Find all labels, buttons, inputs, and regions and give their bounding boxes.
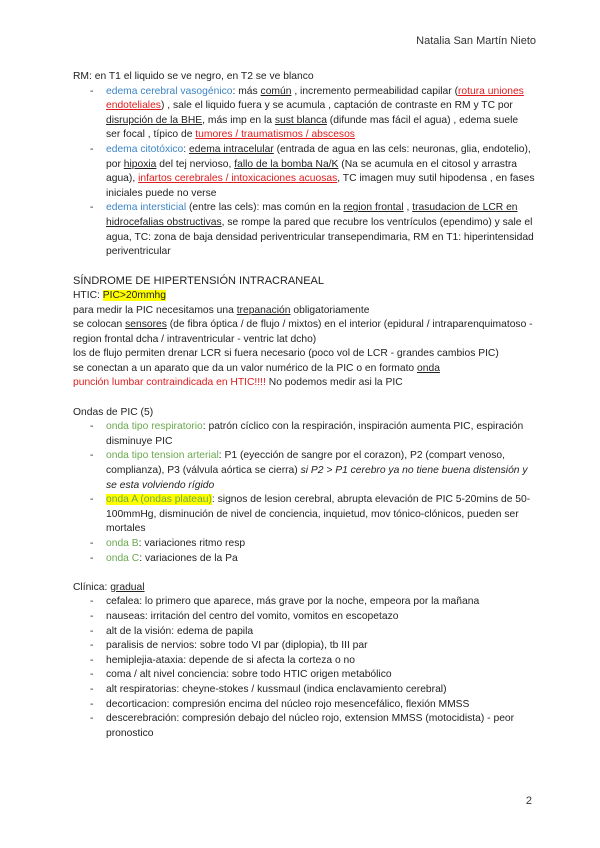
intersticial-region: region frontal xyxy=(343,202,404,214)
vasogenico-text-5: (difunde mas fácil el agua) , edema suele ser focal , típico de xyxy=(106,114,519,141)
citotoxico-infartos: infartos cerebrales / intoxicaciones acuosas xyxy=(138,173,338,185)
onda-ta-text: : P1 (eyección de sangre por el corazon), P2 (compart venoso, complianza), P3 (válvula aórtica se cierra) xyxy=(106,450,505,477)
htic-line-1 xyxy=(73,304,535,319)
onda-resp-label: onda tipo respiratorio xyxy=(106,421,203,433)
citotoxico-fallo: fallo de la bomba Na/K xyxy=(234,158,339,170)
htic-text-1b: obligatoriamente xyxy=(290,304,370,316)
htic-pic-highlight: PIC>20mmhg xyxy=(102,289,166,301)
rm-intro: RM: en T1 el liquido se ve negro, en T2 se ve blanco xyxy=(73,71,314,82)
list-item-vasogenico xyxy=(73,85,535,143)
htic-text-2a: se colocan xyxy=(73,319,126,331)
clinica-title xyxy=(73,581,535,596)
vasogenico-text-1: : más xyxy=(232,85,261,97)
vasogenico-disrupcion: disrupción de la BHE xyxy=(106,114,203,126)
intersticial-text-1: (entre las cels): mas común en la xyxy=(186,202,344,214)
htic-text-1a: para medir la PIC necesitamos una xyxy=(73,304,237,316)
list-item: - alt respiratorias: cheyne-stokes / kussmaul (indica enclavamiento cerebral) xyxy=(73,683,535,698)
clinica-list xyxy=(73,595,535,741)
onda-c-label: onda C xyxy=(106,552,140,564)
list-item-intersticial xyxy=(73,201,535,259)
intersticial-trasudacion: trasudacion de LCR en hidrocefalias obstructivas xyxy=(106,202,518,228)
list-item-onda-a xyxy=(73,493,535,537)
citotoxico-text-5: , TC imagen muy sutil hipodensa , en fases iniciales puede no verse xyxy=(106,173,535,199)
htic-puncion-warning: punción lumbar contraindicada en HTIC!!!! xyxy=(73,377,266,389)
htic-line-3: los de flujo permiten drenar LCR si fuera necesario (poco vol de LCR - grandes cambios PIC) xyxy=(73,348,499,360)
clinica-label: Clínica: xyxy=(73,581,111,593)
clinica-gradual: gradual xyxy=(110,581,145,593)
list-item: - nauseas: irritación del centro del vomito, vomitos en escopetazo xyxy=(73,610,535,625)
list-item: - hemiplejia-ataxia: depende de si afecta la corteza o no xyxy=(73,654,535,669)
list-item-onda-ta xyxy=(73,449,535,493)
vasogenico-text-3: ) , sale el liquido fuera y se acumula , captación de contraste en RM y TC por xyxy=(160,100,513,112)
htic-line-5 xyxy=(73,376,535,391)
ondas-title: Ondas de PIC (5) xyxy=(73,406,154,418)
ondas-list xyxy=(73,420,535,566)
htic-sensores: sensores xyxy=(125,319,167,331)
list-item: - paralisis de nervios: sobre todo VI par (diplopia), tb III par xyxy=(73,639,535,654)
vasogenico-sust: sust blanca xyxy=(274,114,327,126)
vasogenico-text-4: , más imp en la xyxy=(202,114,275,126)
onda-c-text: : variaciones de la Pa xyxy=(139,552,238,564)
citotoxico-intracelular: edema intracelular xyxy=(189,143,274,155)
edema-list xyxy=(73,85,535,260)
intersticial-text-3: , se rompe la pared que recubre los ventrículos (ependimo) y sale el agua, TC: zona de baja densidad periventricular transependimaria, RM en T1: hiperintensidad periventricular xyxy=(106,216,534,258)
citotoxico-text-3: del tej nervioso, xyxy=(156,158,235,170)
list-item-onda-c xyxy=(73,552,535,567)
htic-text-4a: se conectan a un aparato que da un valor numérico de la PIC o en formato xyxy=(73,362,418,374)
htic-trepanacion: trepanación xyxy=(236,304,291,316)
list-item: - decorticacion: compresión encima del núcleo rojo mesencefálico, flexión MMSS xyxy=(73,698,535,713)
onda-ta-label: onda tipo tension arterial xyxy=(106,450,219,462)
vasogenico-text-2: , incremento permeabilidad capilar ( xyxy=(291,85,458,97)
intersticial-label: edema intersticial xyxy=(106,202,187,214)
vasogenico-tumores: tumores / traumatismos / abscesos xyxy=(195,129,355,141)
htic-line xyxy=(73,289,535,304)
page-content xyxy=(73,70,535,741)
list-item: - alt de la visión: edema de papila xyxy=(73,625,535,640)
onda-resp-text: : patrón cíclico con la respiración, inspiración aumenta PIC, espiración disminuye PIC xyxy=(106,421,524,447)
htic-line-2 xyxy=(73,318,535,347)
list-item: - coma / alt nivel conciencia: sobre todo HTIC origen metabólico xyxy=(73,668,535,683)
citotoxico-text-1: : xyxy=(183,143,190,155)
htic-text-5b: No podemos medir asi la PIC xyxy=(265,377,403,389)
onda-a-label: onda A (ondas plateau) xyxy=(106,494,212,506)
onda-a-text: : signos de lesion cerebral, abrupta elevación de PIC 5-20mins de 50-100mmHg, disminución de nivel de conciencia, inquietud, mov tónico-clónicos, pueden ser mortales xyxy=(106,494,531,535)
citotoxico-label: edema citotóxico xyxy=(106,143,184,155)
list-item: - cefalea: lo primero que aparece, más grave por la noche, empeora por la mañana xyxy=(73,595,535,610)
htic-line-4 xyxy=(73,362,535,377)
onda-b-label: onda B xyxy=(106,538,139,549)
list-item: - descerebración: compresión debajo del núcleo rojo, extension MMSS (motocidista) - peor pronostico xyxy=(73,712,535,741)
onda-b-text: : variaciones ritmo resp xyxy=(138,538,246,549)
author-name: Natalia San Martín Nieto xyxy=(416,35,536,47)
citotoxico-text-2: (entrada de agua en las cels: neuronas, glia, endotelio), por xyxy=(106,143,531,170)
citotoxico-hipoxia: hipoxia xyxy=(123,158,157,170)
vasogenico-label: edema cerebral vasogénico xyxy=(106,85,233,97)
list-item-onda-resp xyxy=(73,420,535,449)
htic-text-2b: (de fibra óptica / de flujo / mixtos) en el interior (epidural / intraparenquimatoso - region frontal dcha / intraventricular - ventric lat dcho) xyxy=(73,319,533,345)
list-item-citotoxico xyxy=(73,143,535,201)
vasogenico-comun: común xyxy=(260,85,292,97)
onda-ta-italic: si P2 > P1 cerebro ya no tiene buena distensión y se esta volviendo rígido xyxy=(106,465,528,491)
htic-title: SÍNDROME DE HIPERTENSIÓN INTRACRANEAL xyxy=(73,275,325,288)
intersticial-text-2: , xyxy=(403,202,413,214)
vasogenico-rotura: rotura uniones endoteliales xyxy=(106,85,524,112)
htic-label: HTIC: xyxy=(73,289,103,301)
list-item-onda-b xyxy=(73,537,535,552)
page-number: 2 xyxy=(525,795,532,807)
htic-onda: onda xyxy=(417,362,440,374)
citotoxico-text-4: (Na se acumula en el citosol y arrastra agua), xyxy=(106,158,517,185)
